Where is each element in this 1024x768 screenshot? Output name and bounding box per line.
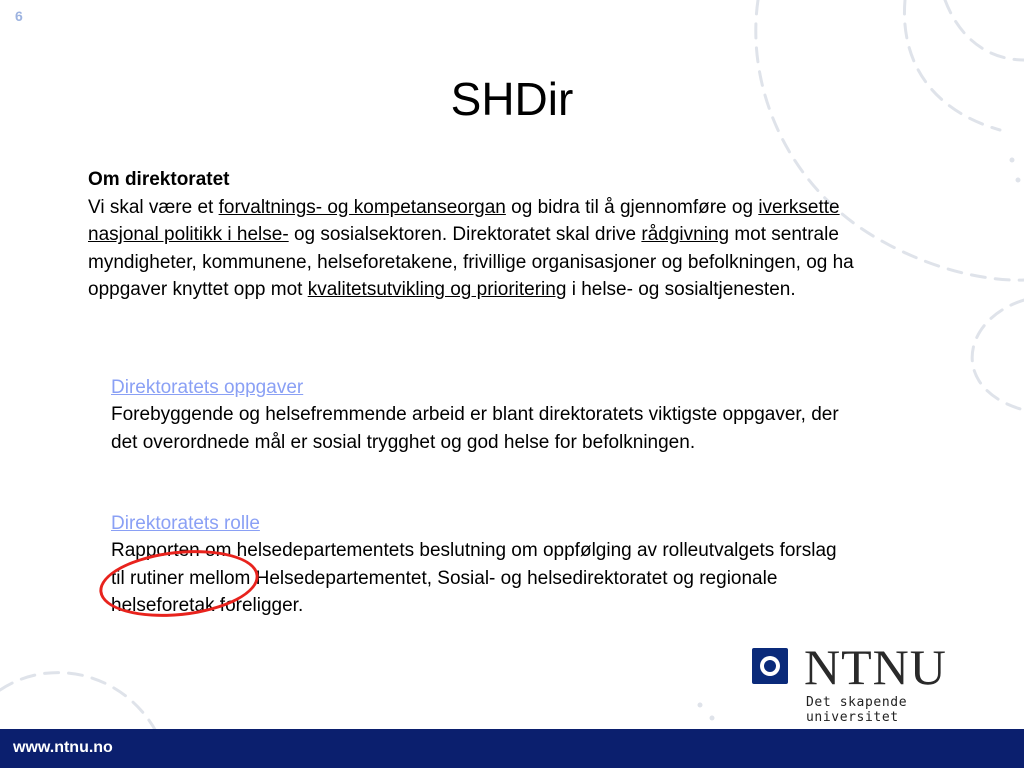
about-text-4: mot sentrale myndigheter, kommunene, helseforetakene, frivillige organisasjoner og befolkningen, og ha oppgaver knyttet opp mot xyxy=(88,224,854,301)
page-title: SHDir xyxy=(450,73,574,125)
about-section xyxy=(88,166,898,304)
about-heading: Om direktoratet xyxy=(88,169,230,190)
slide-number: 6 xyxy=(15,8,23,24)
link-nasjonal-politikk[interactable]: iverksette nasjonal politikk i helse- xyxy=(88,196,840,246)
section-rolle-text: Rapporten om helsedepartementets beslutning om oppfølging av rolleutvalgets forslag til rutiner mellom Helsedepartementet, Sosial- og helsedirektoratet og regionale helseforetak foreligger. xyxy=(111,540,837,617)
link-kvalitetsutvikling[interactable]: kvalitetsutvikling og prioritering xyxy=(307,279,567,301)
link-direktoratets-rolle[interactable]: Direktoratets rolle xyxy=(111,513,260,534)
about-text-1: Vi skal være et xyxy=(88,196,219,218)
section-oppgaver-text: Forebyggende og helsefremmende arbeid er blant direktoratets viktigste oppgaver, der det overordnede mål er sosial trygghet og god helse for befolkningen. xyxy=(111,404,839,453)
section-oppgaver xyxy=(111,374,851,456)
ntnu-logo xyxy=(752,639,997,725)
footer-url[interactable]: www.ntnu.no xyxy=(13,739,113,756)
link-direktoratets-oppgaver[interactable]: Direktoratets oppgaver xyxy=(111,377,304,398)
footer-bar xyxy=(0,729,1024,768)
ntnu-logo-icon xyxy=(752,648,788,684)
about-text-5: i helse- og sosialtjenesten. xyxy=(566,279,796,301)
about-text-3: og sosialsektoren. Direktoratet skal drive xyxy=(288,224,642,246)
link-radgivning[interactable]: rådgivning xyxy=(641,224,730,246)
logo-wordmark: NTNU xyxy=(804,639,947,695)
about-text-2: og bidra til å gjennomføre og xyxy=(505,196,759,218)
logo-tagline: Det skapende universitet xyxy=(806,695,908,725)
link-forvaltningsorgan[interactable]: forvaltnings- og kompetanseorgan xyxy=(218,196,506,218)
